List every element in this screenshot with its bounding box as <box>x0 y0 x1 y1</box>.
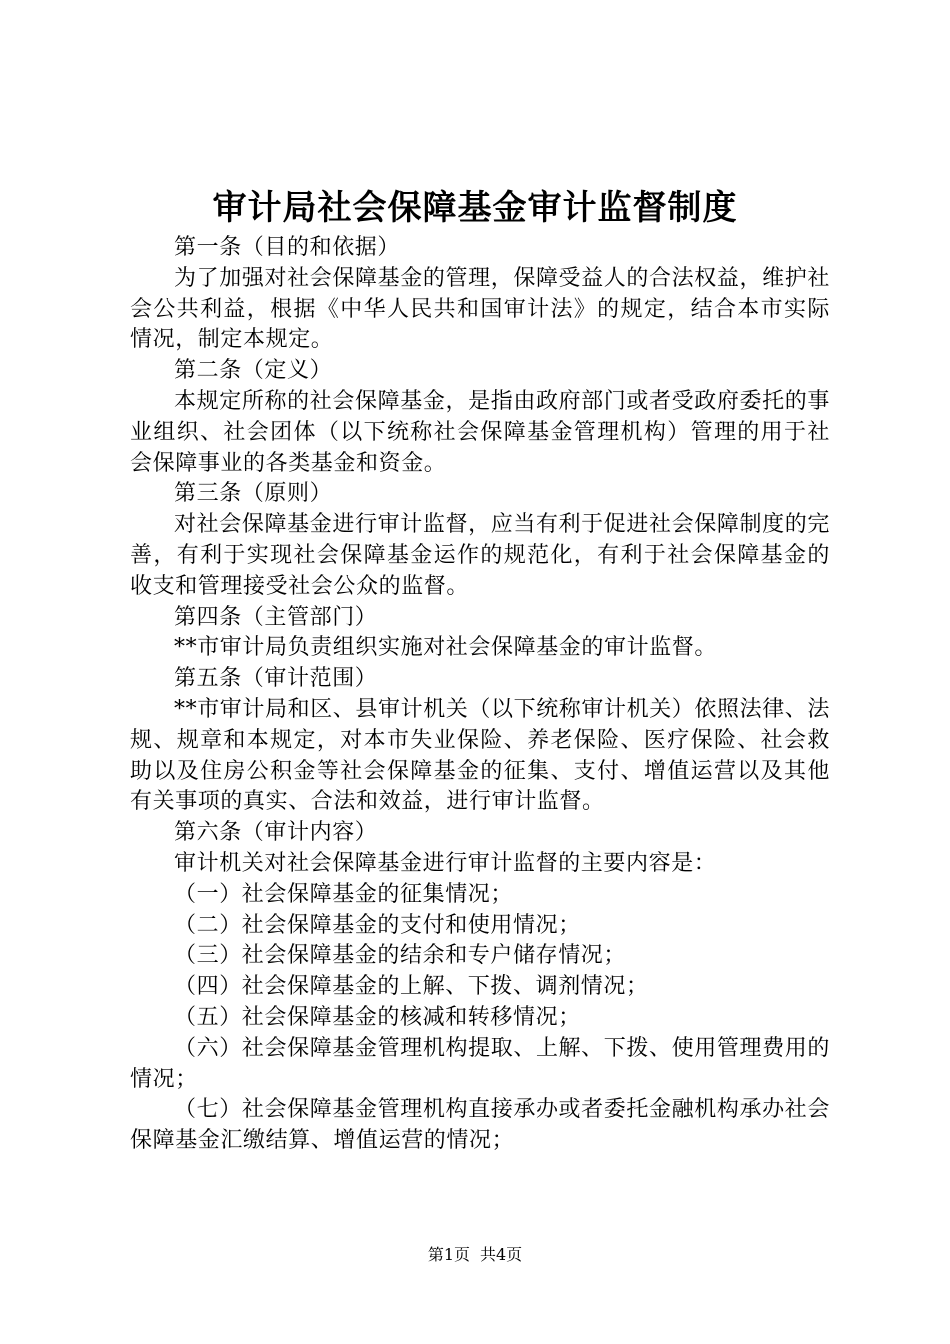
article-2-heading: 第二条（定义） <box>174 358 333 384</box>
page-total: 共4页 <box>480 1245 523 1264</box>
document-title: 审计局社会保障基金审计监督制度 <box>212 188 738 228</box>
article-6-item-4: （四）社会保障基金的上解、下拨、调剂情况； <box>174 974 649 1000</box>
article-4-text: **市审计局负责组织实施对社会保障基金的审计监督。 <box>174 635 718 661</box>
article-6-item-7: （七）社会保障基金管理机构直接承办或者委托金融机构承办社会保障基金汇缴结算、增值运营的情况； <box>130 1097 830 1154</box>
article-6-item-2: （二）社会保障基金的支付和使用情况； <box>174 912 581 938</box>
article-5-text: **市审计局和区、县审计机关（以下统称审计机关）依照法律、法规、规章和本规定，对本市失业保险、养老保险、医疗保险、社会救助以及住房公积金等社会保障基金的征集、支付、增值运营以及其他有关事项的真实、合法和效益，进行审计监督。 <box>130 696 831 815</box>
article-6-intro: 审计机关对社会保障基金进行审计监督的主要内容是： <box>174 850 717 876</box>
article-2-text: 本规定所称的社会保障基金，是指由政府部门或者受政府委托的事业组织、社会团体（以下统称社会保障基金管理机构）管理的用于社会保障事业的各类基金和资金。 <box>130 388 830 476</box>
article-6-item-6: （六）社会保障基金管理机构提取、上解、下拨、使用管理费用的情况； <box>130 1035 830 1092</box>
page-footer <box>0 1244 950 1266</box>
article-6-heading: 第六条（审计内容） <box>174 820 378 846</box>
document-body <box>130 233 830 1157</box>
page-number: 第1页 <box>427 1245 470 1264</box>
article-4-heading: 第四条（主管部门） <box>174 604 378 630</box>
article-1-text: 为了加强对社会保障基金的管理，保障受益人的合法权益，维护社会公共利益，根据《中华人民共和国审计法》的规定，结合本市实际情况，制定本规定。 <box>130 265 830 353</box>
article-1-heading: 第一条（目的和依据） <box>174 235 401 260</box>
article-3-heading: 第三条（原则） <box>174 481 333 507</box>
article-6-item-5: （五）社会保障基金的核减和转移情况； <box>174 1004 581 1030</box>
article-6-item-1: （一）社会保障基金的征集情况； <box>174 881 514 907</box>
article-5-heading: 第五条（审计范围） <box>174 666 378 692</box>
article-6-item-3: （三）社会保障基金的结余和专户储存情况； <box>174 943 627 969</box>
article-3-text: 对社会保障基金进行审计监督，应当有利于促进社会保障制度的完善，有利于实现社会保障基金运作的规范化，有利于社会保障基金的收支和管理接受社会公众的监督。 <box>130 512 830 599</box>
